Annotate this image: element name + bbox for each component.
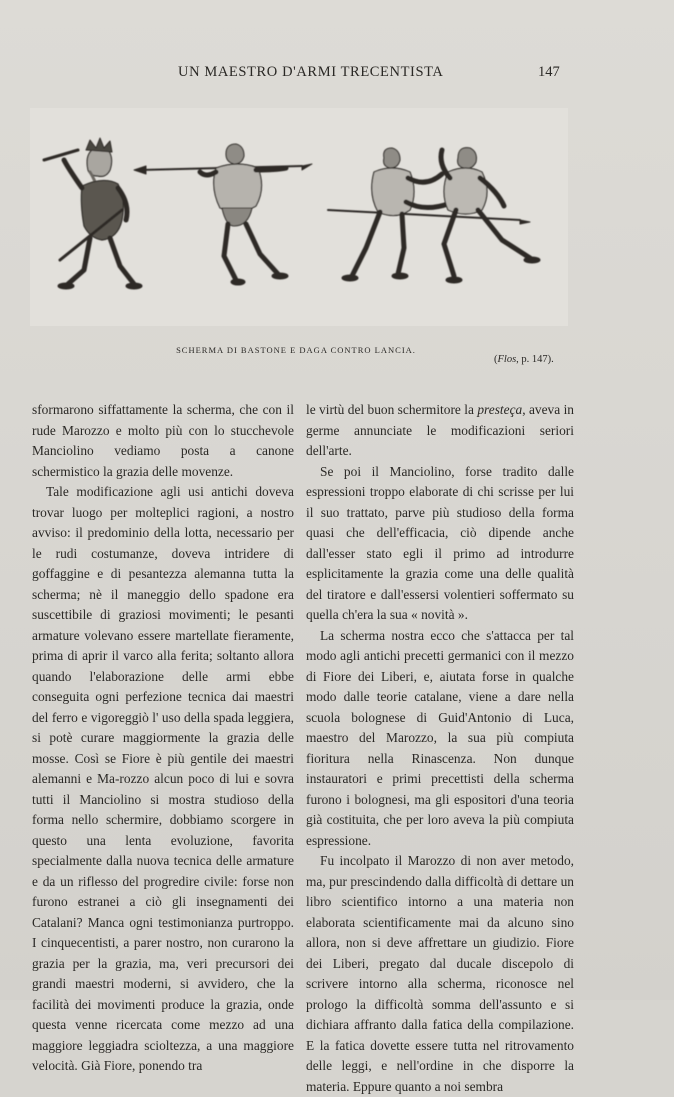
paragraph: La scherma nostra ecco che s'attacca per tal modo agli antichi precetti germanici con il mezzo di Fiore dei Liberi, e, aiutata forse in qualche modo dalle teorie catalane, viene a dare nella scuola bolognese di Guid'Antonio di Luca, maestro del Marozzo, la sua più compiuta fioritura nella Rinascenza. Non dunque instauratori e primi precettisti della scherma furono i bolognesi, ma gli espositori d'una teoria già costituita, che per loro aveva la più compiuta espressione. xyxy=(306,627,574,848)
figure-source: (Flos, p. 147). xyxy=(494,354,554,365)
paragraph: Tale modificazione agli usi antichi doveva trovar luogo per molteplici ragioni, a nostro avviso: il predominio della lotta, necessario per le rudi costumanze, doveva intridere di goffaggine e di pesantezza alemanna tutta la scherma; nè il maneggio dello spadone era suscettibile di graziosi movimenti; le pesanti armature volevano essere martellate fieramente, prima di aprir il varco alla ferita; soltanto allora quando l'elaborazione delle armi ebbe conseguita ogni perfezione tecnica dai maestri del ferro e vigoreggiò l' uso della spada leggiera, si potè curare maggiormente la grazia delle mosse. Così se Fiore è più gentile dei maestri alemanni e Ma-rozzo alcun poco di lui e sovra tutti il Manciolino si mostra studioso della forma nello schermire, dobbiamo scorgere in questo una lenta evoluzione, favorita specialmente dalla nuova tecnica delle armature e da un riflesso del progredire civile: forse non furono estranei a ciò gli insegnamenti dei Catalani? Manca ogni testimonianza purtroppo. I cinquecentisti, a parer nostro, non curarono la grazia per la grazia, ma, veri precursori dei grandi maestri moderni, si avvidero, che la facilità dei movimenti produce la grazia, onde questa venne ricercata come mezzo ad una maggiore leggiadra scioltezza, a una maggiore velocità. Già Fiore, ponendo tra xyxy=(32,484,294,1073)
page-number: 147 xyxy=(538,64,560,80)
italic-term: presteça xyxy=(477,402,523,417)
page-header xyxy=(0,64,674,86)
paragraph: le virtù del buon schermitore la presteça, aveva in germe annunciate le modificazioni seriori dell'arte. xyxy=(306,402,574,458)
paragraph: sformarono siffattamente la scherma, che con il rude Marozzo e molto più con lo stucchevole Manciolino vediamo posta a canone schermistico la grazia delle movenze. xyxy=(32,402,294,479)
source-work-title: Flos xyxy=(497,354,517,365)
fencing-figures-drawing xyxy=(30,108,568,326)
paragraph: Se poi il Manciolino, forse tradito dalle espressioni troppo elaborate di chi scrisse per lui il suo trattato, parve più studioso della forma quasi che dell'efficacia, ciò dipende anche dall'esser stato egli il primo ad introdurre esplicitamente la grazia come una delle qualità del tiratore e dall'essersi volentieri soffermato su quella ch'era la sua « novità ». xyxy=(306,463,574,622)
fencing-illustration xyxy=(30,108,568,326)
text-column-right xyxy=(306,400,574,1097)
running-title: UN MAESTRO D'ARMI TRECENTISTA xyxy=(178,64,444,80)
figure-caption: SCHERMA DI BASTONE E DAGA CONTRO LANCIA. xyxy=(176,345,416,355)
paragraph: Fu incolpato il Marozzo di non aver metodo, ma, pur prescindendo dalla difficoltà di dettare un libro scientifico intorno a una materia non elaborata scientificamente mai da alcuno sino allora, non si deve affrettare un giudizio. Fiore dei Liberi, pregato dal ducale discepolo di scrivere intorno alla scherma, riconosce nel prologo la difficoltà somma dell'assunto e si dichiara affranto dalla fatica della compilazione. E la fatica dovette essere tutta nel ritrovamento delle leggi, e nell'ordine in che disporre la materia. Eppure quanto a noi sembra xyxy=(306,853,574,1094)
text-column-left xyxy=(32,400,294,1077)
